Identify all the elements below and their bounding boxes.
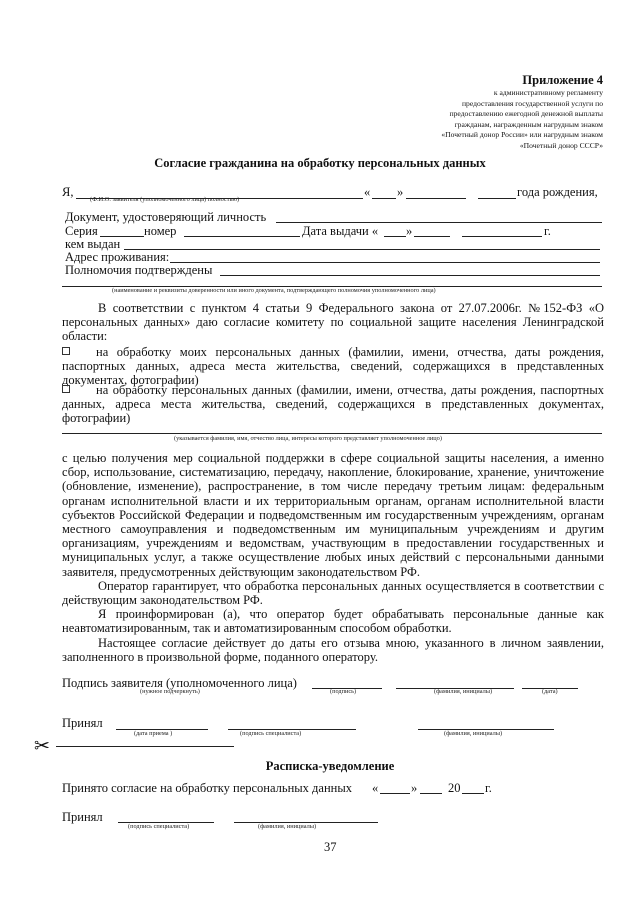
address-label: Адрес проживания:: [65, 250, 170, 264]
signature-caption-sign: (подпись): [330, 688, 357, 695]
receipt-received-label: Принял: [62, 810, 103, 824]
issue-month-field[interactable]: [414, 236, 450, 237]
receipt-day-field[interactable]: [380, 793, 410, 794]
birth-quote-open: «: [364, 185, 371, 199]
receipt-quote-open: «: [372, 781, 379, 795]
option-other-data: [62, 383, 604, 426]
option-other-checkbox[interactable]: [62, 385, 70, 393]
receipt-caption-sign: (подпись специалиста): [128, 823, 190, 830]
received-caption-name: (фамилия, инициалы): [444, 730, 503, 737]
other-person-field[interactable]: [62, 433, 602, 434]
issue-day-field[interactable]: [384, 236, 406, 237]
received-label: Принял: [62, 716, 103, 730]
page-number: 37: [324, 840, 337, 854]
birth-quote-close: »: [397, 185, 404, 199]
receipt-month-field[interactable]: [420, 793, 442, 794]
powers-field[interactable]: [220, 275, 600, 276]
appendix-line: гражданам, награжденным нагрудным знаком: [454, 119, 603, 129]
powers-label: Полномочия подтверждены: [65, 263, 213, 277]
scissors-icon: ✂: [34, 736, 50, 757]
doc-field[interactable]: [276, 222, 602, 223]
appendix-line: предоставлению ежегодной денежной выплаты: [449, 109, 603, 119]
birth-day-field[interactable]: [372, 198, 396, 199]
receipt-year-prefix: 20: [448, 781, 461, 795]
purpose-text: с целью получения мер социальной поддержки в сфере социальной защиты населения, а именно сбор, использование, систематизацию, передачу, накопление, блокирование, хранение, уничтожение (обновление, изменение), распространение, в том числе передачу третьим лицам: федеральным органам исполнительной власти и их территориальным органам, органам исполнительной власти субъектов Российской Федерации и подведомственным им государственным учреждениям, органам местного самоуправления и подведомственным им муниципальным учреждениям и другим организациям, учреждениям и ведомствам, участвующим в предоставлении государственных и муниципальных услуг, а также осуществление любых иных действий с персональными данными заявителя, предусмотренных действующим законодательством РФ.: [62, 451, 604, 579]
signature-caption-date: (дата): [542, 688, 558, 695]
address-field[interactable]: [170, 262, 600, 263]
birth-month-field[interactable]: [406, 198, 466, 199]
issue-date-close: »: [406, 224, 413, 238]
option-own-checkbox[interactable]: [62, 347, 70, 355]
receipt-quote-close: »: [411, 781, 418, 795]
appendix-line: предоставления государственной услуги по: [461, 98, 603, 108]
appendix-line: «Почетный донор России» или нагрудным знаком: [441, 130, 603, 140]
issue-date-label: Дата выдачи «: [302, 224, 379, 238]
receipt-year-field[interactable]: [462, 793, 484, 794]
option-other-text: на обработку персональных данных (фамилии, имени, отчества, даты рождения, паспортных данных, адреса места жительства, сведений, содержащихся в представленных документах, фотографии): [62, 383, 604, 426]
receipt-caption-name: (фамилия, инициалы): [258, 823, 317, 830]
informed-text: Я проинформирован (а), что оператор будет обрабатывать персональные данные как неавтоматизированным, так и автоматизированным способом обработки.: [62, 607, 604, 636]
option-own-data: [62, 345, 604, 388]
receipt-title: Расписка-уведомление: [265, 759, 395, 773]
fio-caption: (Ф.И.О. заявителя (уполномоченного лица) полностью): [90, 196, 240, 203]
document-title: Согласие гражданина на обработку персональных данных: [154, 156, 486, 170]
signature-caption-underline: (нужное подчеркнуть): [140, 688, 200, 695]
doc-label: Документ, удостоверяющий личность: [65, 210, 267, 224]
operator-text: Оператор гарантирует, что обработка персональных данных осуществляется в соответствии с действующим законодательством РФ.: [62, 579, 604, 608]
issue-year-field[interactable]: [462, 236, 542, 237]
validity-text: Настоящее согласие действует до даты его отзыва мною, указанного в личном заявлении, заполненного в произвольной форме, поданного оператору.: [62, 636, 604, 665]
received-caption-sign: (подпись специалиста): [240, 730, 302, 737]
received-caption-date: (дата приема ): [134, 730, 173, 737]
appendix-header: [441, 72, 603, 152]
option-own-text: на обработку моих персональных данных (фамилии, имени, отчества, даты рождения, паспортных данных, адреса места жительства, сведений, содержащихся в представленных документах, фотографии): [62, 345, 604, 388]
number-label: номер: [144, 224, 177, 238]
series-label: Серия: [65, 224, 98, 238]
number-field[interactable]: [184, 236, 300, 237]
consent-intro: В соответствии с пунктом 4 статьи 9 Федерального закона от 27.07.2006г. №152-ФЗ «О персональных данных» даю согласие комитету по социальной защите населения Ленинградской области:: [62, 301, 604, 344]
other-person-caption: (указывается фамилия, имя, отчество лица, интересы которого представляет уполномоченное лицо): [174, 435, 442, 442]
issued-by-field[interactable]: [124, 249, 600, 250]
receipt-year-suffix: г.: [485, 781, 492, 795]
ya-label: Я,: [62, 185, 74, 199]
receipt-line-text: Принято согласие на обработку персональных данных: [62, 781, 352, 795]
appendix-line: к административному регламенту: [493, 88, 603, 97]
issued-by-label: кем выдан: [65, 237, 121, 251]
appendix-line: «Почетный донор СССР»: [519, 140, 603, 150]
appendix-heading: Приложение 4: [522, 73, 603, 87]
issue-year-suffix: г.: [544, 224, 551, 238]
birth-year-label: года рождения,: [517, 185, 598, 199]
signature-label: Подпись заявителя (уполномоченного лица): [62, 676, 297, 690]
birth-year-field[interactable]: [478, 198, 516, 199]
signature-caption-name: (фамилия, инициалы): [434, 688, 493, 695]
powers-caption: (наименование и реквизиты доверенности или иного документа, подтверждающего полномочия уполномоченного лица): [112, 287, 436, 294]
cut-line: [56, 746, 234, 747]
